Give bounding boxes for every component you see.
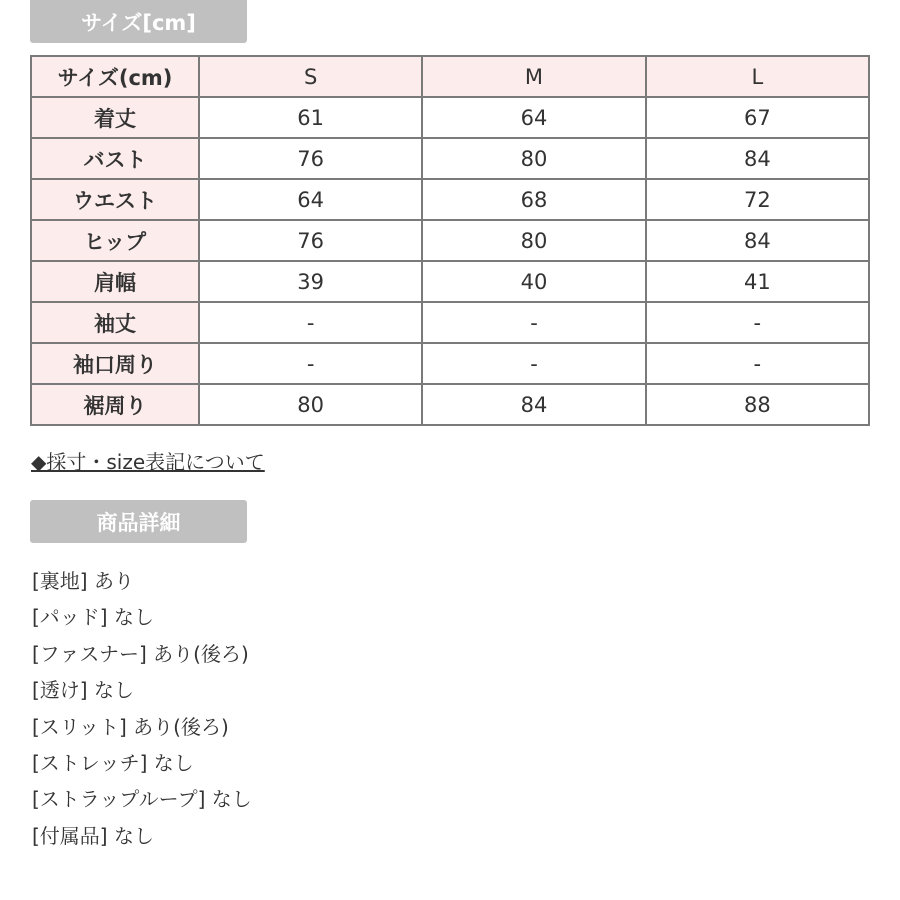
table-cell: 40 [422,261,645,302]
table-cell: 61 [199,97,422,138]
table-row [31,138,869,179]
table-cell: - [646,302,869,343]
table-row [31,343,869,384]
table-cell: 80 [199,384,422,425]
table-row [31,302,869,343]
table-cell: 80 [422,138,645,179]
table-cell: 88 [646,384,869,425]
product-details-label: 商品詳細 [30,500,247,543]
list-item: [ファスナー] あり(後ろ) [32,641,249,666]
table-cell: 68 [422,179,645,220]
list-item: [付属品] なし [32,823,154,848]
table-cell: - [646,343,869,384]
list-item: [スリット] あり(後ろ) [32,714,229,739]
table-row [31,97,869,138]
table-header-row [31,56,869,97]
table-cell: 84 [422,384,645,425]
table-cell: 80 [422,220,645,261]
row-header: 着丈 [31,97,199,138]
table-row [31,220,869,261]
column-header-m: M [422,56,645,97]
list-item: [ストレッチ] なし [32,750,194,775]
row-header: 肩幅 [31,261,199,302]
row-header: 袖丈 [31,302,199,343]
table-row [31,261,869,302]
list-item: [ストラップループ] なし [32,787,252,812]
product-spec-list [32,565,252,856]
table-row [31,384,869,425]
table-cell: 64 [199,179,422,220]
size-section-label: サイズ[cm] [30,0,247,43]
table-cell: - [422,302,645,343]
table-cell: 76 [199,138,422,179]
table-cell: 67 [646,97,869,138]
table-cell: - [199,343,422,384]
table-cell: 64 [422,97,645,138]
column-header-l: L [646,56,869,97]
table-cell: 76 [199,220,422,261]
table-cell: 72 [646,179,869,220]
table-cell: 41 [646,261,869,302]
row-header: バスト [31,138,199,179]
list-item: [裏地] あり [32,569,134,593]
size-notation-link[interactable]: ◆採寸・size表記について [31,450,265,474]
table-cell: - [422,343,645,384]
table-cell: 84 [646,138,869,179]
table-row [31,179,869,220]
column-header-s: S [199,56,422,97]
table-corner-header: サイズ(cm) [31,56,199,97]
table-cell: 39 [199,261,422,302]
list-item: [透け] なし [32,678,134,703]
list-item: [パッド] なし [32,605,154,630]
row-header: 袖口周り [31,343,199,384]
table-cell: - [199,302,422,343]
row-header: ウエスト [31,179,199,220]
table-cell: 84 [646,220,869,261]
row-header: ヒップ [31,220,199,261]
row-header: 裾周り [31,384,199,425]
size-table [30,55,870,426]
